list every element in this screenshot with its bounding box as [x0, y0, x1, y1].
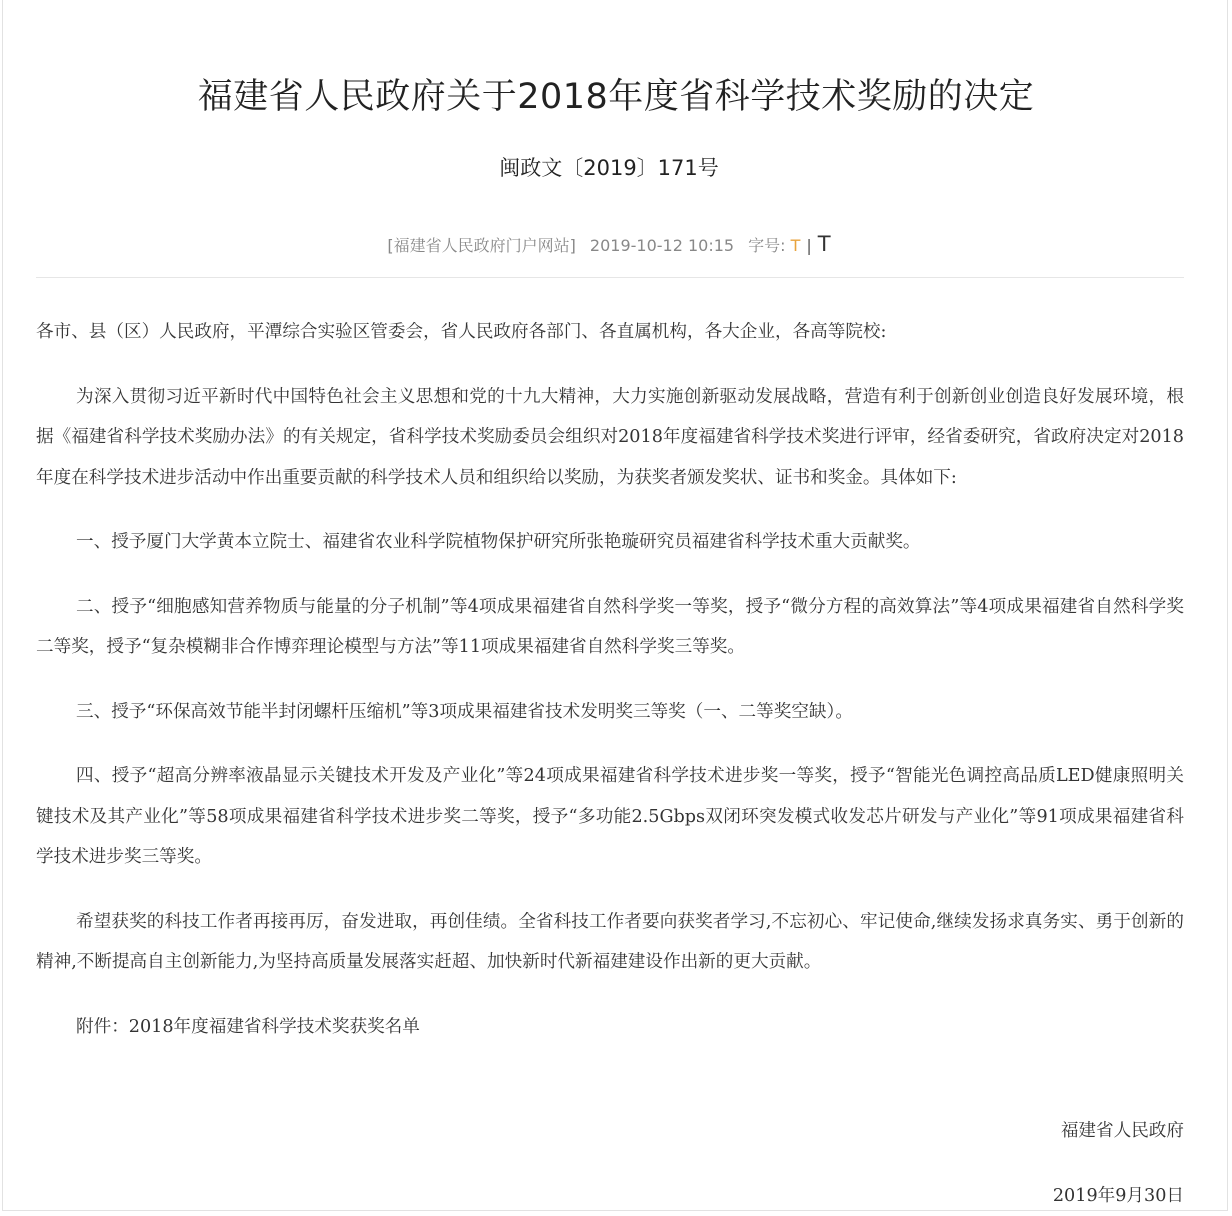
award-item-3: 三、授予“环保高效节能半封闭螺杆压缩机”等3项成果福建省技术发明奖三等奖（一、二等奖空缺）。 — [76, 701, 853, 722]
intro-paragraph: 为深入贯彻习近平新时代中国特色社会主义思想和党的十九大精神，大力实施创新驱动发展战略，营造有利于创新创业创造良好发展环境，根据《福建省科学技术奖励办法》的有关规定，省科学技术奖励委员会组织对2018年度福建省科学技术奖进行评审，经省委研究，省政府决定对2018年度在科学技术进步活动中作出重要贡献的科学技术人员和组织给以奖励，为获奖者颁发奖状、证书和奖金。具体如下: — [36, 386, 1184, 488]
award-item-1: 一、授予厦门大学黄本立院士、福建省农业科学院植物保护研究所张艳璇研究员福建省科学技术重大贡献奖。 — [76, 532, 921, 552]
signature-organization: 福建省人民政府 — [1060, 1121, 1184, 1141]
article-title: 福建省人民政府关于2018年度省科学技术奖励的决定 — [197, 77, 1035, 117]
salutation-paragraph: 各市、县（区）人民政府，平潭综合实验区管委会，省人民政府各部门、各直属机构，各大企业，各高等院校: — [36, 322, 887, 342]
font-separator: | — [806, 236, 812, 255]
font-large-button[interactable]: T — [817, 232, 831, 256]
award-item-4: 四、授予“超高分辨率液晶显示关键技术开发及产业化”等24项成果福建省科学技术进步奖一等奖，授予“智能光色调控高品质LED健康照明关键技术及其产业化”等58项成果福建省科学技术进步奖二等奖，授予“多功能2.5Gbps双闭环突发模式收发芯片研发与产业化”等91项成果福建省科学技术进步奖三等奖。 — [36, 766, 1184, 867]
article-datetime: 2019-10-12 10:15 — [589, 236, 735, 255]
font-size-label: 字号: — [748, 236, 786, 255]
header-divider — [36, 277, 1184, 278]
closing-paragraph: 希望获奖的科技工作者再接再厉，奋发进取，再创佳绩。全省科技工作者要向获奖者学习,不忘初心、牢记使命,继续发扬求真务实、勇于创新的精神,不断提高自主创新能力,为坚持高质量发展落实赶超、加快新时代新福建建设作出新的更大贡献。 — [36, 911, 1184, 972]
award-item-2: 二、授予“细胞感知营养物质与能量的分子机制”等4项成果福建省自然科学奖一等奖，授予“微分方程的高效算法”等4项成果福建省自然科学奖二等奖，授予“复杂模糊非合作博弈理论模型与方法”等11项成果福建省自然科学奖三等奖。 — [36, 596, 1184, 657]
font-small-button[interactable]: T — [790, 236, 801, 255]
document-number: 闽政文〔2019〕171号 — [499, 156, 719, 180]
article-meta — [0, 230, 1218, 260]
article-body — [36, 312, 1184, 1071]
signature-date: 2019年9月30日 — [1052, 1186, 1184, 1206]
attachment-line: 附件：2018年度福建省科学技术奖获奖名单 — [76, 1016, 420, 1037]
article-source: [福建省人民政府门户网站] — [387, 236, 576, 255]
